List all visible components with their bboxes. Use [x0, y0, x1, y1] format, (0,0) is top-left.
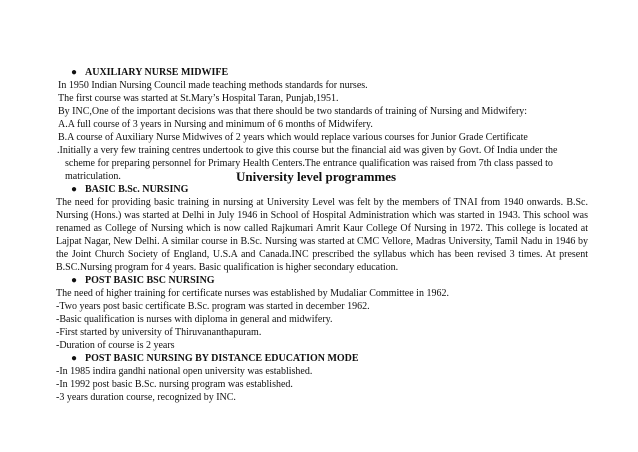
heading-basic-bsc-nursing: ● BASIC B.Sc. NURSING — [71, 184, 189, 195]
bullet-icon: ● — [71, 67, 78, 78]
heading-distance-education: ● POST BASIC NURSING BY DISTANCE EDUCATION MODE — [71, 353, 359, 364]
bsc-line-4: Lajpat Nagar, New Delhi. A similar course in B.Sc. Nursing was started at CMC Vellore, Madras University, Tamil Nadu in 1946 by — [56, 236, 588, 247]
pb-line-1: The need of higher training for certificate nurses was established by Mudaliar Committee in 1962. — [56, 288, 449, 299]
bullet-icon: ● — [71, 184, 78, 195]
aux-line-2: The first course was started at St.Mary’s Hospital Taran, Punjab,1951. — [58, 93, 339, 104]
aux-line-3: By INC,One of the important decisions was that there should be two standards of training of Nursing and Midwifery: — [58, 106, 528, 117]
de-line-3: -3 years duration course, recognized by INC. — [56, 392, 236, 403]
bullet-icon: ● — [71, 275, 78, 286]
aux-line-1: In 1950 Indian Nursing Council made teaching methods standards for nurses. — [58, 80, 368, 91]
bsc-line-3: renamed as College of Nursing which is now called Rajkumari Amrit Kaur College Of Nursing in 1972. This college is located at — [56, 223, 588, 234]
pb-line-2: -Two years post basic certificate B.Sc. program was started in december 1962. — [56, 301, 370, 312]
pb-line-5: -Duration of course is 2 years — [56, 340, 175, 351]
heading-post-basic-bsc-nursing: ● POST BASIC BSC NURSING — [71, 275, 215, 286]
bsc-line-5: the Joint Church Society of England, U.S.A and Canada.INC prescribed the syllabus which has been revised 3 times. At present — [56, 249, 588, 260]
heading-auxiliary-nurse-midwife: ● AUXILIARY NURSE MIDWIFE — [71, 67, 229, 78]
bullet-icon: ● — [71, 353, 78, 364]
aux-line-4: A.A full course of 3 years in Nursing and minimum of 6 months of Midwifery. — [58, 119, 373, 130]
aux-line-5: B.A course of Auxiliary Nurse Midwives of 2 years which would replace various courses for Junior Grade Certificate — [58, 132, 528, 143]
bsc-line-1: The need for providing basic training in nursing at University Level was felt by the members of TNAI from 1940 onwards. B.Sc. — [56, 197, 588, 208]
bsc-line-2: Nursing (Hons.) was started at Delhi in July 1946 in School of Hospital Administration which was started in 1943. This school was — [56, 210, 588, 221]
aux-line-8: matriculation. — [65, 171, 121, 182]
de-line-1: -In 1985 indira gandhi national open university was established. — [56, 366, 313, 377]
aux-line-6: .Initially a very few training centres undertook to give this course but the financial aid was given by Govt. Of India under the — [57, 145, 558, 156]
pb-line-4: -First started by university of Thiruvananthapuram. — [56, 327, 262, 338]
pb-line-3: -Basic qualification is nurses with diploma in general and midwifery. — [56, 314, 333, 325]
aux-line-7: scheme for preparing personnel for Primary Health Centers.The entrance qualification was raised from 7th class passed to — [65, 158, 553, 169]
section-title: University level programmes — [236, 169, 397, 184]
bsc-line-6: B.SC.Nursing program for 4 years. Basic qualification is higher secondary education. — [56, 262, 399, 273]
de-line-2: -In 1992 post basic B.Sc. nursing program was established. — [56, 379, 293, 390]
